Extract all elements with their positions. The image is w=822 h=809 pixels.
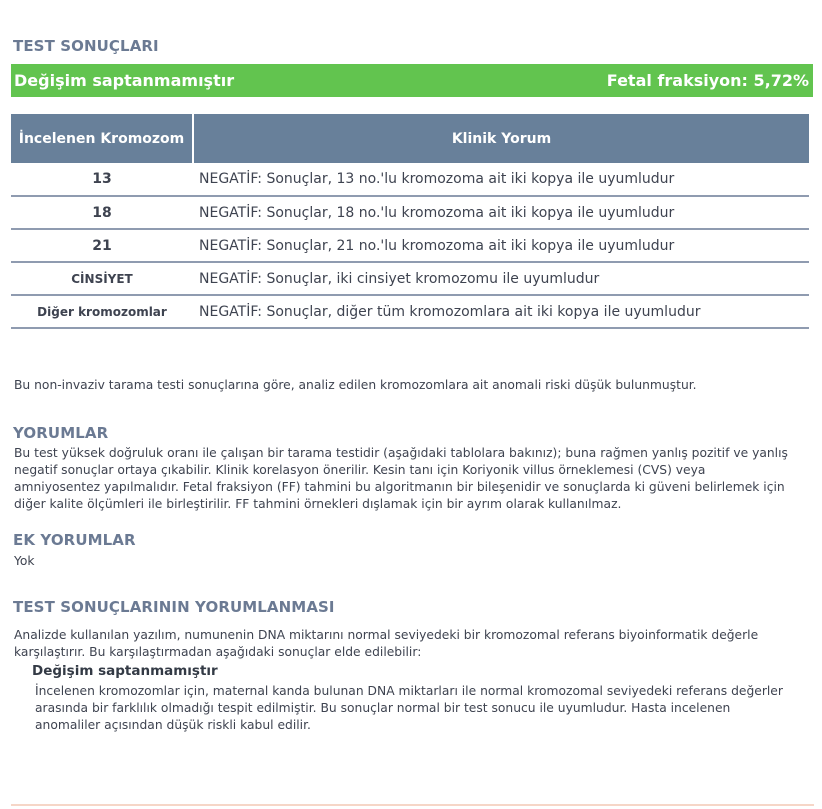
comment-cell: NEGATİF: Sonuçlar, diğer tüm kromozomlara ait iki kopya ile uyumludur [193, 295, 809, 328]
footer-divider [11, 804, 814, 806]
table-row [11, 229, 809, 262]
interpretation-sub-body [35, 683, 815, 734]
table-row [11, 295, 809, 328]
comments-body [14, 445, 814, 513]
comments-line: Bu test yüksek doğruluk oranı ile çalışan bir tarama testidir (aşağıdaki tablolara bakınız); buna rağmen yanlış pozitif ve yanlış [14, 446, 788, 460]
interpretation-title: TEST SONUÇLARININ YORUMLANMASI [13, 598, 335, 616]
table-row [11, 196, 809, 229]
chromosome-cell: 13 [11, 163, 193, 196]
results-table [11, 114, 809, 329]
additional-comments-text: Yok [14, 554, 35, 568]
comment-cell: NEGATİF: Sonuçlar, iki cinsiyet kromozomu ile uyumludur [193, 262, 809, 295]
column-header-chromosome: İncelenen Kromozom [11, 114, 193, 163]
interpretation-sub-line: İncelenen kromozomlar için, maternal kanda bulunan DNA miktarları ile normal kromozomal seviyedeki referans değerler [35, 684, 783, 698]
status-bar [11, 64, 813, 97]
summary-text: Bu non-invaziv tarama testi sonuçlarına göre, analiz edilen kromozomlara ait anomali riski düşük bulunmuştur. [14, 378, 697, 392]
test-results-title: TEST SONUÇLARI [13, 37, 159, 55]
comment-cell: NEGATİF: Sonuçlar, 13 no.'lu kromozoma ait iki kopya ile uyumludur [193, 163, 809, 196]
table-row [11, 262, 809, 295]
comments-line: amniyosentez yapılmalıdır. Fetal fraksiyon (FF) tahmini bu algoritmanın bir bileşenidir ve sonuçlarda ki güveni belirlemek için [14, 480, 785, 494]
chromosome-cell: CİNSİYET [11, 262, 193, 295]
chromosome-cell: Diğer kromozomlar [11, 295, 193, 328]
comment-cell: NEGATİF: Sonuçlar, 21 no.'lu kromozoma ait iki kopya ile uyumludur [193, 229, 809, 262]
interpretation-body [14, 627, 814, 661]
comment-cell: NEGATİF: Sonuçlar, 18 no.'lu kromozoma ait iki kopya ile uyumludur [193, 196, 809, 229]
interpretation-sub-line: arasında bir farklılık olmadığı tespit edilmiştir. Bu sonuçlar normal bir test sonucu ile uyumludur. Hasta incelenen [35, 701, 731, 715]
interpretation-line: karşılaştırır. Bu karşılaştırmadan aşağıdaki sonuçlar elde edilebilir: [14, 645, 422, 659]
comments-line: negatif sonuçlar ortaya çıkabilir. Klinik korelasyon önerilir. Kesin tanı için Koriyonik villus örneklemesi (CVS) veya [14, 463, 706, 477]
interpretation-sub-line: anomaliler açısından düşük riskli kabul edilir. [35, 718, 311, 732]
comments-line: diğer kalite ölçümleri ile birleştirilir. FF tahmini örnekleri dışlamak için bir ayrım olarak kullanılmaz. [14, 497, 622, 511]
table-header-row [11, 114, 809, 163]
additional-comments-title: EK YORUMLAR [13, 531, 136, 549]
chromosome-cell: 18 [11, 196, 193, 229]
interpretation-subtitle: Değişim saptanmamıştır [32, 663, 218, 679]
chromosome-cell: 21 [11, 229, 193, 262]
interpretation-line: Analizde kullanılan yazılım, numunenin DNA miktarını normal seviyedeki bir kromozomal referans biyoinformatik değerle [14, 628, 759, 642]
comments-title: YORUMLAR [13, 424, 109, 442]
fetal-fraction-label: Fetal fraksiyon: 5,72% [606, 71, 809, 90]
status-label: Değişim saptanmamıştır [14, 71, 235, 90]
column-header-clinical-comment: Klinik Yorum [193, 114, 809, 163]
table-row [11, 163, 809, 196]
